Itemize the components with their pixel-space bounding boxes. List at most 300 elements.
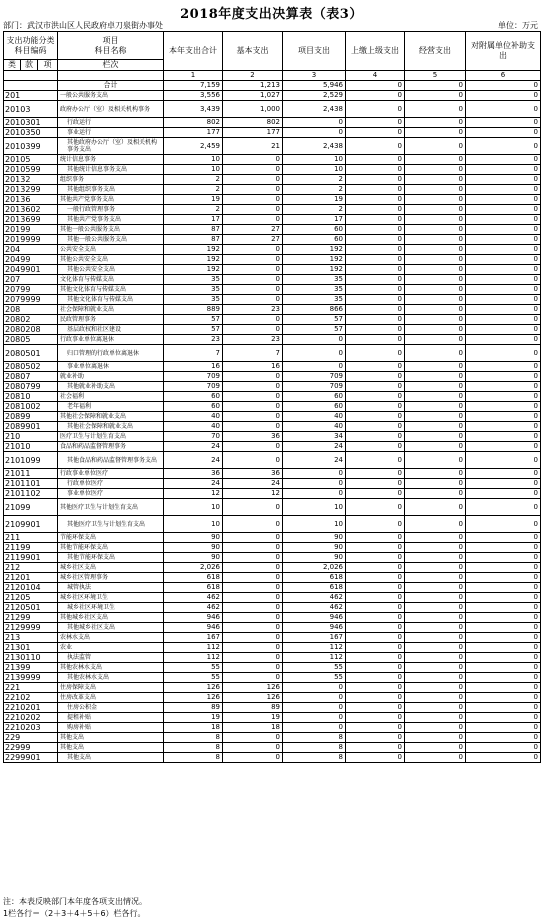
subject-code: 20899 bbox=[4, 412, 58, 422]
amount-business: 0 bbox=[405, 533, 466, 543]
subject-code: 229 bbox=[4, 733, 58, 743]
amount-subsidy: 0 bbox=[466, 362, 541, 372]
subject-code: 20807 bbox=[4, 372, 58, 382]
subject-name-header-label: 科目名称 bbox=[94, 45, 127, 55]
amount-project: 0 bbox=[283, 469, 346, 479]
subject-code: 201 bbox=[4, 91, 58, 101]
amount-upper: 0 bbox=[346, 325, 405, 335]
subject-code: 2080501 bbox=[4, 345, 58, 362]
amount-subsidy: 0 bbox=[466, 479, 541, 489]
amount-upper: 0 bbox=[346, 392, 405, 402]
amount-upper: 0 bbox=[346, 245, 405, 255]
amount-total: 10 bbox=[164, 165, 223, 175]
amount-basic: 177 bbox=[223, 128, 283, 138]
subject-name: 城管执法 bbox=[58, 583, 164, 593]
amount-total: 19 bbox=[164, 195, 223, 205]
amount-upper: 0 bbox=[346, 235, 405, 245]
amount-upper: 0 bbox=[346, 633, 405, 643]
table-row bbox=[4, 335, 541, 345]
amount-business: 0 bbox=[405, 743, 466, 753]
subject-code: 20799 bbox=[4, 285, 58, 295]
amount-project: 0 bbox=[283, 713, 346, 723]
amount-total: 60 bbox=[164, 402, 223, 412]
subject-code: 21301 bbox=[4, 643, 58, 653]
amount-upper: 0 bbox=[346, 573, 405, 583]
amount-project: 167 bbox=[283, 633, 346, 643]
amount-subsidy: 0 bbox=[466, 382, 541, 392]
total-row bbox=[4, 81, 541, 91]
amount-subsidy: 0 bbox=[466, 723, 541, 733]
subject-code: 21199 bbox=[4, 543, 58, 553]
subject-name: 行政事业单位医疗 bbox=[58, 469, 164, 479]
amount-total: 23 bbox=[164, 335, 223, 345]
amount-basic: 0 bbox=[223, 623, 283, 633]
amount-subsidy: 0 bbox=[466, 469, 541, 479]
amount-subsidy: 0 bbox=[466, 372, 541, 382]
amount-basic: 16 bbox=[223, 362, 283, 372]
subject-name: 一般公共服务支出 bbox=[58, 91, 164, 101]
subject-name: 节能环保支出 bbox=[58, 533, 164, 543]
amount-business: 0 bbox=[405, 382, 466, 392]
subject-name: 住房改革支出 bbox=[58, 693, 164, 703]
amount-total: 35 bbox=[164, 275, 223, 285]
subject-name: 其他统计信息事务支出 bbox=[58, 165, 164, 175]
amount-business: 0 bbox=[405, 683, 466, 693]
amount-total: 18 bbox=[164, 723, 223, 733]
total-label: 合计 bbox=[58, 81, 164, 91]
amount-total: 36 bbox=[164, 469, 223, 479]
amount-total: 35 bbox=[164, 295, 223, 305]
subject-code: 212 bbox=[4, 563, 58, 573]
subject-code: 20132 bbox=[4, 175, 58, 185]
amount-upper: 0 bbox=[346, 442, 405, 452]
amount-project: 709 bbox=[283, 382, 346, 392]
subject-name: 文化体育与传媒支出 bbox=[58, 275, 164, 285]
amount-project: 40 bbox=[283, 422, 346, 432]
amount-project: 0 bbox=[283, 683, 346, 693]
amount-upper: 0 bbox=[346, 255, 405, 265]
amount-business: 0 bbox=[405, 195, 466, 205]
amount-basic: 0 bbox=[223, 633, 283, 643]
amount-project: 19 bbox=[283, 195, 346, 205]
amount-total: 618 bbox=[164, 573, 223, 583]
subject-code: 213 bbox=[4, 633, 58, 643]
amount-total: 8 bbox=[164, 733, 223, 743]
amount-project: 60 bbox=[283, 235, 346, 245]
amount-business: 0 bbox=[405, 563, 466, 573]
amount-project: 55 bbox=[283, 673, 346, 683]
table-row bbox=[4, 195, 541, 205]
amount-basic: 0 bbox=[223, 275, 283, 285]
amount-basic: 0 bbox=[223, 643, 283, 653]
amount-business: 0 bbox=[405, 392, 466, 402]
amount-upper: 0 bbox=[346, 663, 405, 673]
amount-basic: 0 bbox=[223, 516, 283, 533]
amount-upper: 0 bbox=[346, 673, 405, 683]
table-row bbox=[4, 165, 541, 175]
amount-upper: 0 bbox=[346, 382, 405, 392]
amount-subsidy: 0 bbox=[466, 225, 541, 235]
amount-upper: 0 bbox=[346, 563, 405, 573]
amount-total: 24 bbox=[164, 442, 223, 452]
amount-subsidy: 0 bbox=[466, 305, 541, 315]
amount-subsidy: 0 bbox=[466, 128, 541, 138]
amount-business: 0 bbox=[405, 479, 466, 489]
amount-subsidy: 0 bbox=[466, 489, 541, 499]
amount-upper: 0 bbox=[346, 165, 405, 175]
amount-subsidy: 0 bbox=[466, 442, 541, 452]
amount-business: 0 bbox=[405, 573, 466, 583]
amount-business: 0 bbox=[405, 543, 466, 553]
amount-total: 60 bbox=[164, 392, 223, 402]
amount-subsidy: 0 bbox=[466, 673, 541, 683]
amount-subsidy: 0 bbox=[466, 235, 541, 245]
subject-name: 事业单位离退休 bbox=[58, 362, 164, 372]
amount-basic: 0 bbox=[223, 543, 283, 553]
amount-total: 90 bbox=[164, 543, 223, 553]
amount-subsidy: 0 bbox=[466, 693, 541, 703]
amount-total: 889 bbox=[164, 305, 223, 315]
amount-basic: 0 bbox=[223, 215, 283, 225]
amount-subsidy: 0 bbox=[466, 185, 541, 195]
amount-basic: 0 bbox=[223, 165, 283, 175]
amount-basic: 0 bbox=[223, 155, 283, 165]
subject-name: 其他医疗卫生与计划生育支出 bbox=[58, 499, 164, 516]
amount-project: 0 bbox=[283, 479, 346, 489]
amount-business: 0 bbox=[405, 516, 466, 533]
amount-subsidy: 0 bbox=[466, 245, 541, 255]
amount-business: 0 bbox=[405, 623, 466, 633]
subject-code: 22102 bbox=[4, 693, 58, 703]
amount-project: 192 bbox=[283, 245, 346, 255]
amount-subsidy: 0 bbox=[466, 743, 541, 753]
amount-business: 0 bbox=[405, 499, 466, 516]
table-row bbox=[4, 663, 541, 673]
amount-business: 0 bbox=[405, 422, 466, 432]
amount-basic: 1,027 bbox=[223, 91, 283, 101]
amount-project: 462 bbox=[283, 603, 346, 613]
amount-total: 709 bbox=[164, 372, 223, 382]
amount-total: 10 bbox=[164, 499, 223, 516]
subject-code: 2010399 bbox=[4, 138, 58, 155]
subject-name: 住房公积金 bbox=[58, 703, 164, 713]
amount-project: 2,026 bbox=[283, 563, 346, 573]
amount-total: 19 bbox=[164, 713, 223, 723]
amount-total: 90 bbox=[164, 553, 223, 563]
amount-upper: 0 bbox=[346, 91, 405, 101]
amount-basic: 0 bbox=[223, 205, 283, 215]
subject-code: 2019999 bbox=[4, 235, 58, 245]
amount-subsidy: 0 bbox=[466, 583, 541, 593]
amount-total: 87 bbox=[164, 225, 223, 235]
amount-basic: 0 bbox=[223, 593, 283, 603]
amount-upper: 0 bbox=[346, 275, 405, 285]
amount-upper: 0 bbox=[346, 138, 405, 155]
amount-basic: 27 bbox=[223, 235, 283, 245]
amount-basic: 0 bbox=[223, 185, 283, 195]
amount-total: 55 bbox=[164, 663, 223, 673]
amount-upper: 0 bbox=[346, 479, 405, 489]
amount-subsidy: 0 bbox=[466, 315, 541, 325]
column-number: 1 bbox=[164, 71, 223, 81]
table-row bbox=[4, 175, 541, 185]
table-row bbox=[4, 305, 541, 315]
amount-total: 57 bbox=[164, 325, 223, 335]
amount-business: 0 bbox=[405, 412, 466, 422]
amount-business: 0 bbox=[405, 101, 466, 118]
subject-code: 2089901 bbox=[4, 422, 58, 432]
total-basic: 1,213 bbox=[223, 81, 283, 91]
amount-basic: 0 bbox=[223, 382, 283, 392]
amount-project: 2,438 bbox=[283, 138, 346, 155]
table-row bbox=[4, 325, 541, 335]
amount-business: 0 bbox=[405, 225, 466, 235]
amount-basic: 0 bbox=[223, 175, 283, 185]
table-row bbox=[4, 402, 541, 412]
amount-business: 0 bbox=[405, 128, 466, 138]
amount-basic: 23 bbox=[223, 305, 283, 315]
amount-business: 0 bbox=[405, 265, 466, 275]
amount-subsidy: 0 bbox=[466, 432, 541, 442]
amount-project: 40 bbox=[283, 412, 346, 422]
amount-project: 2 bbox=[283, 205, 346, 215]
subject-name: 城乡社区支出 bbox=[58, 563, 164, 573]
amount-upper: 0 bbox=[346, 195, 405, 205]
amount-upper: 0 bbox=[346, 265, 405, 275]
kuan-header: 款 bbox=[21, 60, 38, 71]
amount-total: 87 bbox=[164, 235, 223, 245]
subject-code: 2013299 bbox=[4, 185, 58, 195]
subject-code: 2120104 bbox=[4, 583, 58, 593]
amount-total: 17 bbox=[164, 215, 223, 225]
amount-basic: 0 bbox=[223, 372, 283, 382]
amount-project: 90 bbox=[283, 553, 346, 563]
subject-code: 208 bbox=[4, 305, 58, 315]
amount-basic: 0 bbox=[223, 255, 283, 265]
amount-business: 0 bbox=[405, 315, 466, 325]
table-row bbox=[4, 489, 541, 499]
amount-project: 90 bbox=[283, 533, 346, 543]
table-row bbox=[4, 573, 541, 583]
table-row bbox=[4, 553, 541, 563]
amount-subsidy: 0 bbox=[466, 345, 541, 362]
business-column-header: 经营支出 bbox=[405, 32, 466, 71]
amount-upper: 0 bbox=[346, 295, 405, 305]
amount-total: 12 bbox=[164, 489, 223, 499]
amount-upper: 0 bbox=[346, 743, 405, 753]
subject-code: 2049901 bbox=[4, 265, 58, 275]
amount-business: 0 bbox=[405, 452, 466, 469]
amount-business: 0 bbox=[405, 723, 466, 733]
amount-basic: 0 bbox=[223, 583, 283, 593]
amount-upper: 0 bbox=[346, 335, 405, 345]
amount-business: 0 bbox=[405, 663, 466, 673]
amount-upper: 0 bbox=[346, 452, 405, 469]
amount-total: 40 bbox=[164, 412, 223, 422]
subject-code: 2013602 bbox=[4, 205, 58, 215]
amount-total: 3,439 bbox=[164, 101, 223, 118]
subject-name: 执法监管 bbox=[58, 653, 164, 663]
amount-basic: 12 bbox=[223, 489, 283, 499]
amount-subsidy: 0 bbox=[466, 412, 541, 422]
amount-subsidy: 0 bbox=[466, 101, 541, 118]
subject-code: 21201 bbox=[4, 573, 58, 583]
table-row bbox=[4, 563, 541, 573]
amount-project: 90 bbox=[283, 543, 346, 553]
amount-project: 24 bbox=[283, 442, 346, 452]
subject-code: 2101102 bbox=[4, 489, 58, 499]
subject-name: 其他支出 bbox=[58, 753, 164, 763]
amount-project: 8 bbox=[283, 753, 346, 763]
amount-business: 0 bbox=[405, 305, 466, 315]
subject-code: 2109901 bbox=[4, 516, 58, 533]
subject-code: 2299901 bbox=[4, 753, 58, 763]
amount-business: 0 bbox=[405, 345, 466, 362]
table-row bbox=[4, 733, 541, 743]
amount-total: 16 bbox=[164, 362, 223, 372]
subject-name: 行政运行 bbox=[58, 118, 164, 128]
amount-subsidy: 0 bbox=[466, 633, 541, 643]
table-row bbox=[4, 422, 541, 432]
amount-project: 709 bbox=[283, 372, 346, 382]
table-row bbox=[4, 543, 541, 553]
amount-basic: 36 bbox=[223, 432, 283, 442]
subject-name: 公共安全支出 bbox=[58, 245, 164, 255]
amount-basic: 36 bbox=[223, 469, 283, 479]
table-row bbox=[4, 255, 541, 265]
amount-subsidy: 0 bbox=[466, 91, 541, 101]
subject-name: 一般行政管理事务 bbox=[58, 205, 164, 215]
table-row bbox=[4, 392, 541, 402]
amount-total: 167 bbox=[164, 633, 223, 643]
amount-upper: 0 bbox=[346, 733, 405, 743]
subject-code: 20805 bbox=[4, 335, 58, 345]
amount-total: 89 bbox=[164, 703, 223, 713]
subject-name: 行政单位医疗 bbox=[58, 479, 164, 489]
amount-business: 0 bbox=[405, 255, 466, 265]
subject-name: 政府办公厅（室）及相关机构事务 bbox=[58, 101, 164, 118]
amount-project: 0 bbox=[283, 335, 346, 345]
amount-basic: 0 bbox=[223, 195, 283, 205]
table-row bbox=[4, 315, 541, 325]
amount-upper: 0 bbox=[346, 305, 405, 315]
amount-project: 8 bbox=[283, 733, 346, 743]
subject-name: 住房保障支出 bbox=[58, 683, 164, 693]
basic-column-header: 基本支出 bbox=[223, 32, 283, 71]
amount-subsidy: 0 bbox=[466, 255, 541, 265]
subject-name: 其他共产党事务支出 bbox=[58, 195, 164, 205]
subject-code: 2139999 bbox=[4, 673, 58, 683]
xiang-header: 项 bbox=[38, 60, 58, 71]
amount-business: 0 bbox=[405, 553, 466, 563]
subject-code: 2130110 bbox=[4, 653, 58, 663]
amount-upper: 0 bbox=[346, 683, 405, 693]
subject-code: 2013699 bbox=[4, 215, 58, 225]
subject-code: 20199 bbox=[4, 225, 58, 235]
amount-basic: 0 bbox=[223, 325, 283, 335]
table-row bbox=[4, 643, 541, 653]
table-row bbox=[4, 613, 541, 623]
table-row bbox=[4, 412, 541, 422]
table-row bbox=[4, 753, 541, 763]
amount-basic: 27 bbox=[223, 225, 283, 235]
amount-project: 0 bbox=[283, 693, 346, 703]
upper-column-header: 上缴上级支出 bbox=[346, 32, 405, 71]
amount-subsidy: 0 bbox=[466, 623, 541, 633]
table-row bbox=[4, 345, 541, 362]
subject-name: 其他城乡社区支出 bbox=[58, 623, 164, 633]
subject-name: 其他城乡社区支出 bbox=[58, 613, 164, 623]
amount-subsidy: 0 bbox=[466, 138, 541, 155]
amount-project: 60 bbox=[283, 402, 346, 412]
subject-code: 2010599 bbox=[4, 165, 58, 175]
table-row bbox=[4, 593, 541, 603]
amount-basic: 0 bbox=[223, 442, 283, 452]
amount-subsidy: 0 bbox=[466, 553, 541, 563]
amount-upper: 0 bbox=[346, 155, 405, 165]
subject-name: 其他节能环保支出 bbox=[58, 553, 164, 563]
subject-code: 21299 bbox=[4, 613, 58, 623]
amount-total: 192 bbox=[164, 265, 223, 275]
subject-name: 其他社会保障和就业支出 bbox=[58, 412, 164, 422]
subject-code: 2101099 bbox=[4, 452, 58, 469]
amount-project: 57 bbox=[283, 315, 346, 325]
table-row bbox=[4, 128, 541, 138]
amount-upper: 0 bbox=[346, 753, 405, 763]
amount-total: 55 bbox=[164, 673, 223, 683]
amount-upper: 0 bbox=[346, 583, 405, 593]
table-row bbox=[4, 362, 541, 372]
subject-code: 20136 bbox=[4, 195, 58, 205]
amount-total: 192 bbox=[164, 255, 223, 265]
amount-business: 0 bbox=[405, 362, 466, 372]
amount-basic: 802 bbox=[223, 118, 283, 128]
amount-subsidy: 0 bbox=[466, 753, 541, 763]
amount-total: 2 bbox=[164, 205, 223, 215]
column-number-label bbox=[58, 71, 164, 81]
amount-total: 462 bbox=[164, 593, 223, 603]
report-title: 2018年度支出决算表（表3） bbox=[180, 7, 363, 22]
amount-subsidy: 0 bbox=[466, 663, 541, 673]
subject-name: 其他一般公共服务支出 bbox=[58, 235, 164, 245]
amount-basic: 0 bbox=[223, 265, 283, 275]
subject-name: 其他共产党事务支出 bbox=[58, 215, 164, 225]
subject-code: 207 bbox=[4, 275, 58, 285]
amount-subsidy: 0 bbox=[466, 593, 541, 603]
subject-name: 社会福利 bbox=[58, 392, 164, 402]
subject-code: 2119901 bbox=[4, 553, 58, 563]
expenditure-table bbox=[3, 31, 541, 763]
amount-basic: 24 bbox=[223, 479, 283, 489]
amount-total: 8 bbox=[164, 753, 223, 763]
amount-business: 0 bbox=[405, 633, 466, 643]
subject-code: 21010 bbox=[4, 442, 58, 452]
table-row bbox=[4, 265, 541, 275]
table-row bbox=[4, 703, 541, 713]
amount-business: 0 bbox=[405, 235, 466, 245]
subject-name: 其他文化体育与传媒支出 bbox=[58, 295, 164, 305]
amount-upper: 0 bbox=[346, 362, 405, 372]
table-row bbox=[4, 713, 541, 723]
amount-basic: 0 bbox=[223, 653, 283, 663]
subject-name: 其他政府办公厅（室）及相关机构事务支出 bbox=[58, 138, 164, 155]
amount-total: 40 bbox=[164, 422, 223, 432]
table-row bbox=[4, 583, 541, 593]
amount-subsidy: 0 bbox=[466, 285, 541, 295]
subject-code: 2210203 bbox=[4, 723, 58, 733]
subject-code: 21011 bbox=[4, 469, 58, 479]
subject-name: 其他公共安全支出 bbox=[58, 255, 164, 265]
